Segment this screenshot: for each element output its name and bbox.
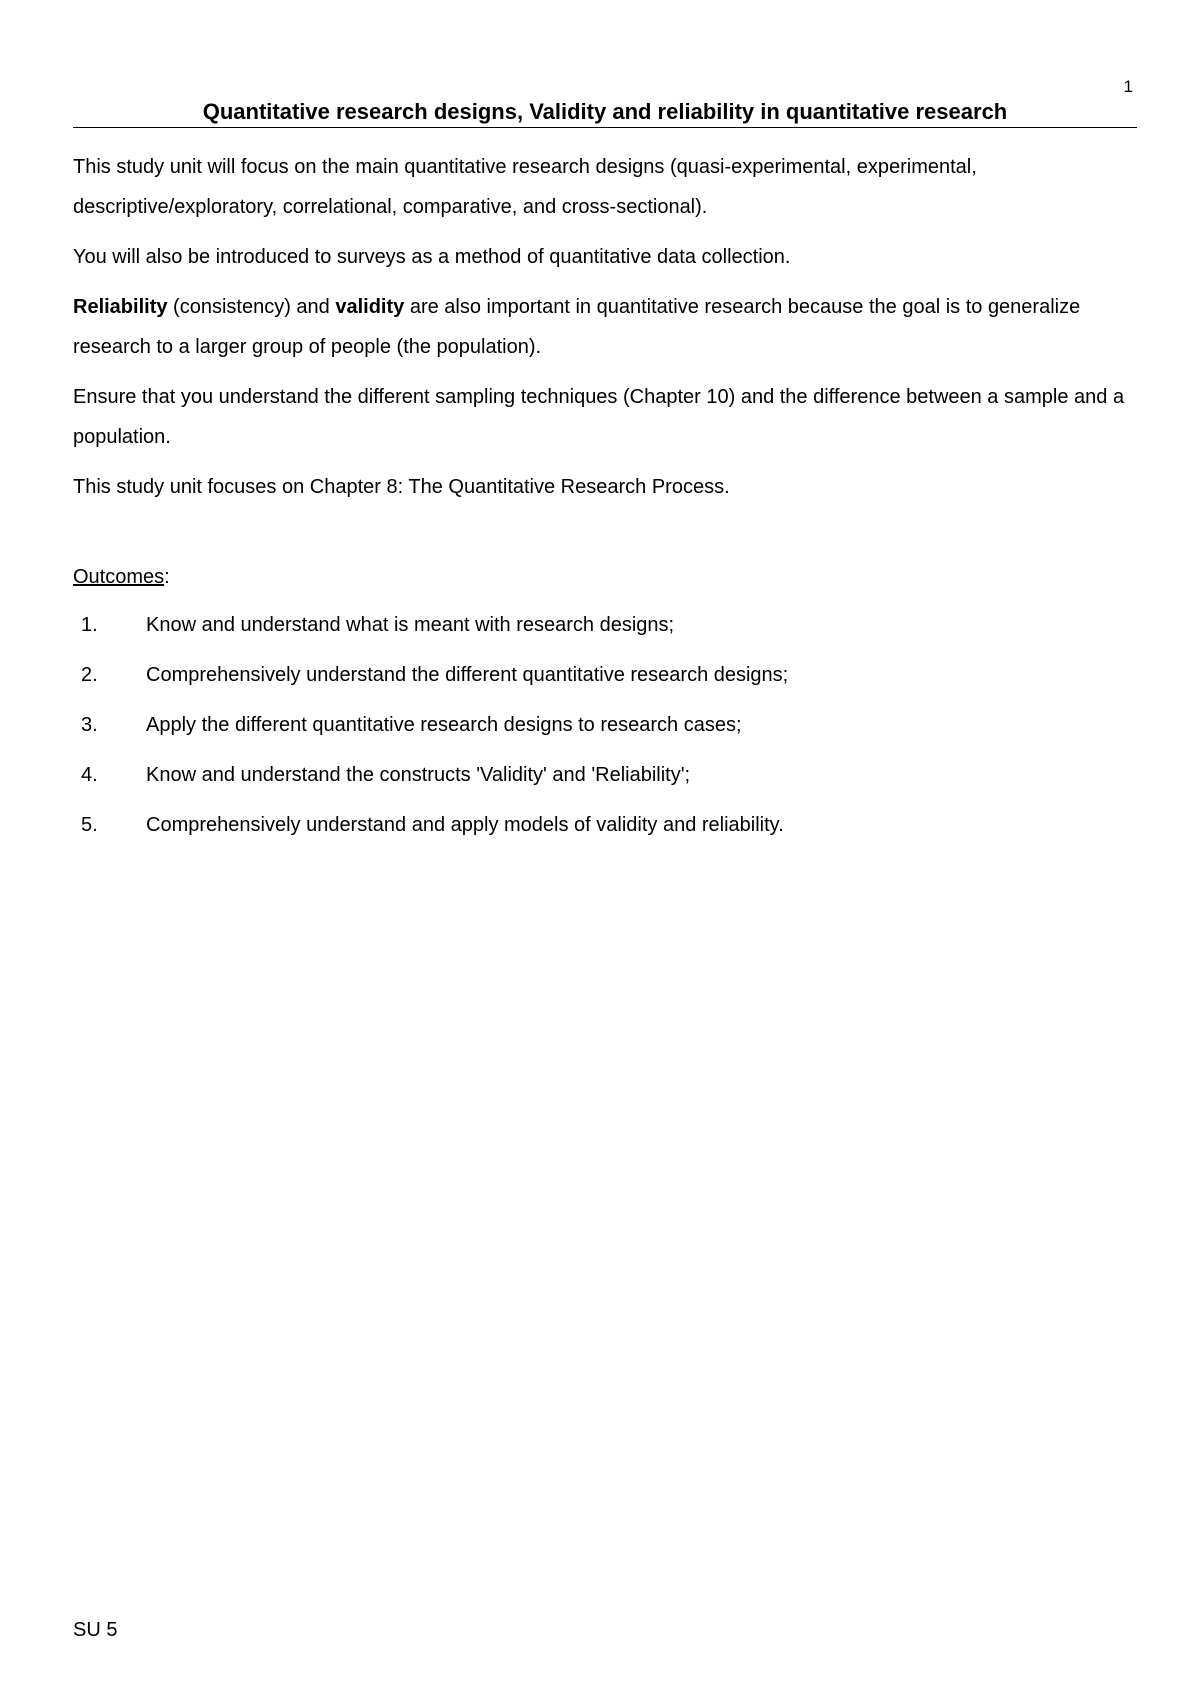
section-spacer	[73, 517, 1137, 557]
chapter-paragraph: This study unit focuses on Chapter 8: The Quantitative Research Process.	[73, 476, 730, 498]
reliability-text-2: are also important in quantitative research because the goal is to generalize research to a larger group of people (the population).	[73, 296, 1081, 358]
outcomes-heading	[73, 557, 1137, 597]
outcome-item	[73, 605, 1137, 645]
reliability-term: Reliability	[73, 296, 168, 318]
outcome-item	[73, 805, 1137, 845]
outcome-number: 2.	[81, 664, 98, 686]
outcome-text: Comprehensively understand and apply models of validity and reliability.	[146, 814, 784, 836]
page-footer: SU 5	[73, 1619, 118, 1641]
reliability-text-1: (consistency) and	[167, 296, 336, 318]
outcome-item	[73, 705, 1137, 745]
validity-term: validity	[335, 296, 405, 318]
outcome-text: Comprehensively understand the different quantitative research designs;	[146, 664, 789, 686]
outcomes-heading-colon: :	[164, 566, 170, 588]
document-title: Quantitative research designs, Validity and reliability in quantitative research	[73, 97, 1137, 128]
outcome-text: Know and understand what is meant with research designs;	[146, 614, 675, 636]
outcome-number: 5.	[81, 814, 98, 836]
outcome-text: Know and understand the constructs 'Validity' and 'Reliability';	[146, 764, 691, 786]
outcome-number: 4.	[81, 764, 98, 786]
outcome-number: 3.	[81, 714, 98, 736]
outcome-text: Apply the different quantitative research designs to research cases;	[146, 714, 742, 736]
page-number: 1	[1123, 77, 1133, 96]
sampling-paragraph: Ensure that you understand the different sampling techniques (Chapter 10) and the difference between a sample and a population.	[73, 386, 1125, 448]
surveys-paragraph: You will also be introduced to surveys as a method of quantitative data collection.	[73, 246, 791, 268]
reliability-paragraph	[73, 287, 1137, 367]
outcomes-heading-label: Outcomes	[73, 566, 165, 588]
outcomes-list	[73, 605, 1137, 845]
outcome-item	[73, 755, 1137, 795]
document-body	[73, 147, 1137, 855]
intro-paragraph: This study unit will focus on the main quantitative research designs (quasi-experimental, experimental, descriptive/exploratory, correlational, comparative, and cross-sectional).	[73, 156, 977, 218]
outcome-item	[73, 655, 1137, 695]
outcome-number: 1.	[81, 614, 98, 636]
